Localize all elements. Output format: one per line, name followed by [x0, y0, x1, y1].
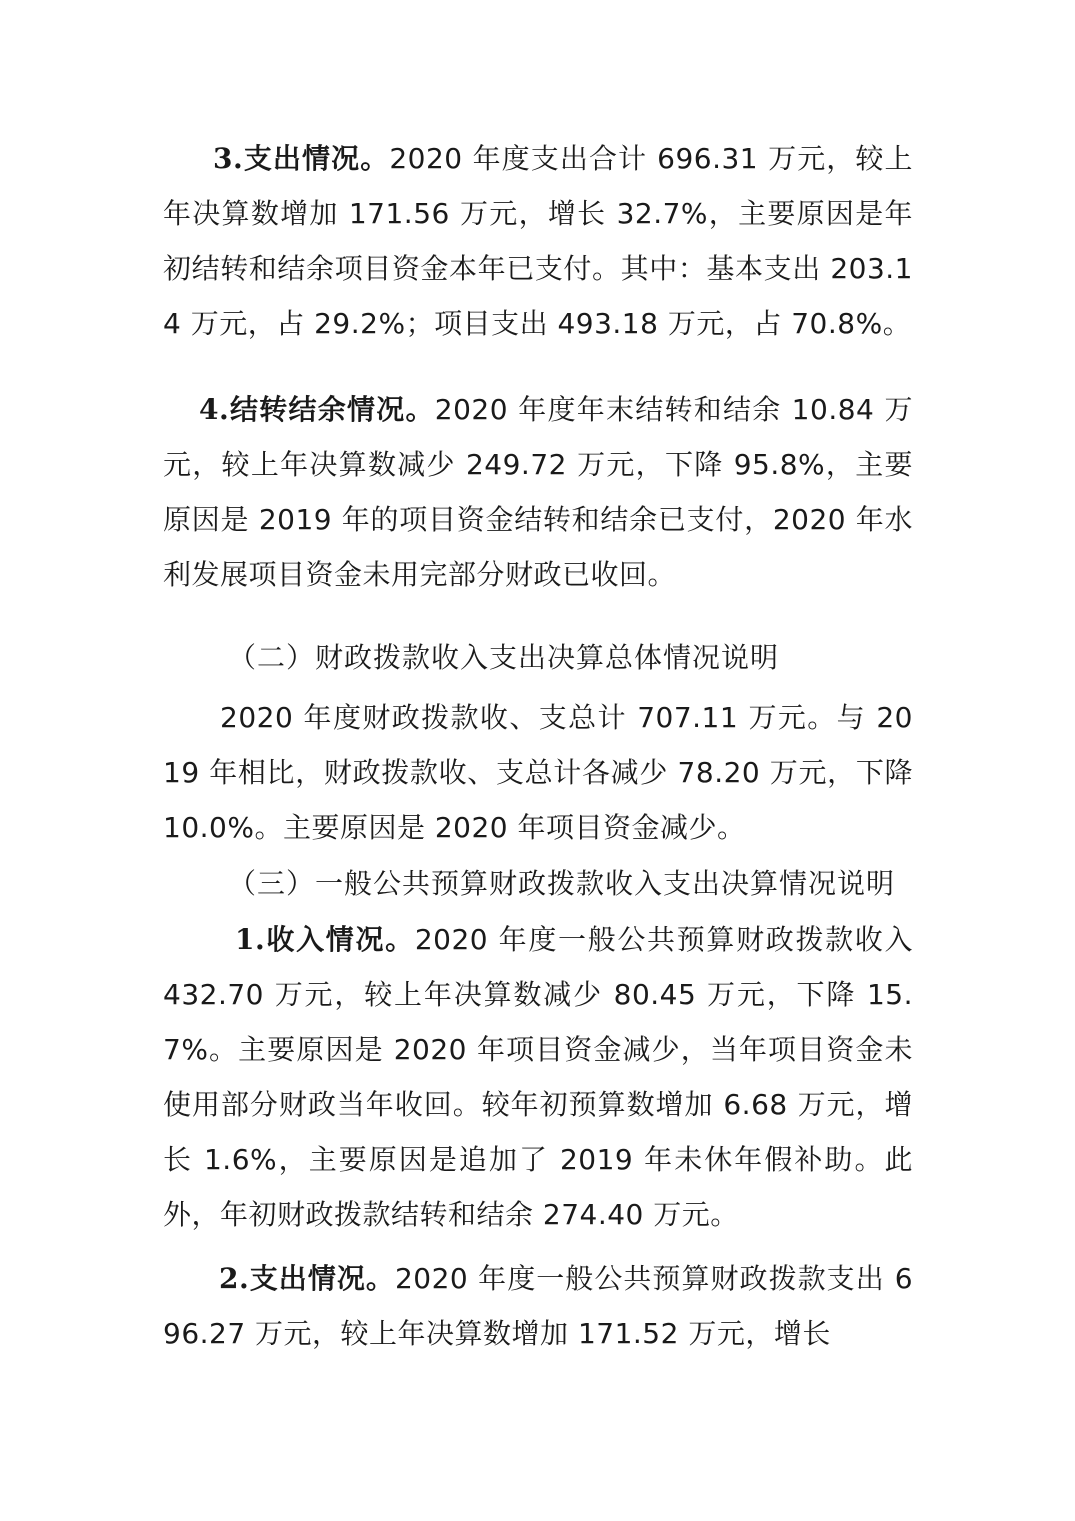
- paragraph-text: 2020 年度财政拨款收、支总计 707.11 万元。与 2019 年相比，财政拨款收、支总计各减少 78.20 万元，下降 10.0%。主要原因是 2020 年项目资金减少。: [163, 701, 913, 844]
- paragraph-income: [163, 912, 913, 1242]
- paragraph-fiscal-overview: [163, 690, 913, 855]
- paragraph-text: 2020 年度支出合计 696.31 万元，较上年决算数增加 171.56 万元，增长 32.7%，主要原因是年初结转和结余项目资金本年已支付。其中：基本支出 203.14 万元，占 29.2%；项目支出 493.18 万元，占 70.8%。: [163, 142, 913, 340]
- paragraph-lead: 1.收入情况。: [235, 923, 415, 956]
- paragraph-text: 2020 年度一般公共预算财政拨款支出 696.27 万元，较上年决算数增加 171.52 万元，增长: [163, 1262, 914, 1350]
- paragraph-text: 2020 年度一般公共预算财政拨款收入 432.70 万元，较上年决算数减少 80.45 万元，下降 15.7%。主要原因是 2020 年项目资金减少，当年项目资金未使用部分财政当年收回。较年初预算数增加 6.68 万元，增长 1.6%，主要原因是追加了 2019 年未休年假补助。此外，年初财政拨款结转和结余 274.40 万元。: [163, 923, 913, 1231]
- section-heading-2: （二）财政拨款收入支出决算总体情况说明: [228, 641, 780, 674]
- paragraph-expenditure: [163, 131, 913, 351]
- paragraph-lead: 4.结转结余情况。: [199, 393, 435, 426]
- paragraph-lead: 3.支出情况。: [213, 142, 390, 175]
- section-heading-3: （三）一般公共预算财政拨款收入支出决算情况说明: [228, 867, 896, 900]
- paragraph-public-expenditure: [163, 1251, 913, 1361]
- paragraph-lead: 2.支出情况。: [219, 1262, 395, 1295]
- paragraph-carryover: [163, 382, 913, 602]
- paragraph-text: 2020 年度年末结转和结余 10.84 万元，较上年决算数减少 249.72 万元，下降 95.8%，主要原因是 2019 年的项目资金结转和结余已支付，2020 年水利发展项目资金未用完部分财政已收回。: [163, 393, 913, 591]
